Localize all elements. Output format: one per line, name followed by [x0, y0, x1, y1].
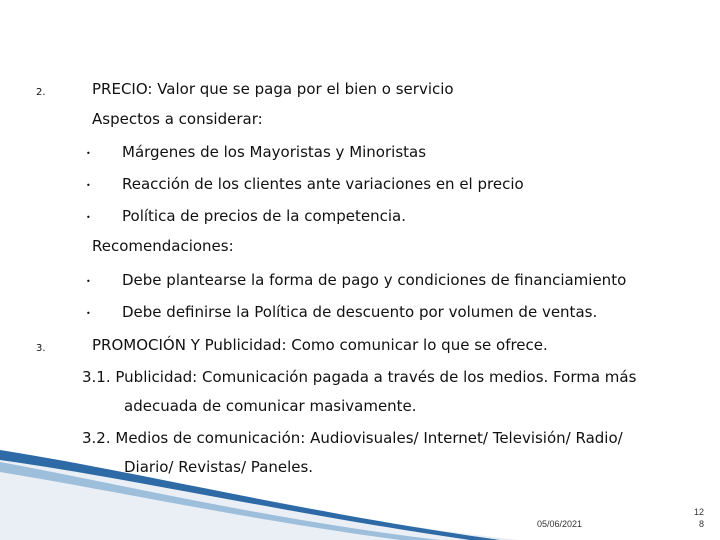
recommendation-bullet-1: • [86, 277, 91, 286]
footer-page-number [680, 506, 704, 530]
footer-date: 05/06/2021 [537, 519, 583, 529]
recommendation-bullet-2: • [86, 309, 91, 318]
page-number-bottom: 8 [698, 519, 704, 529]
aspect-bullet-1: • [86, 149, 91, 158]
subsection-3-2-line-2: Diario/ Revistas/ Paneles. [124, 458, 314, 476]
decorative-swoosh [0, 450, 720, 540]
recommendation-item-1: Debe plantearse la forma de pago y condiciones de financiamiento [122, 271, 627, 289]
aspect-bullet-2: • [86, 181, 91, 190]
aspect-item-3: Política de precios de la competencia. [122, 207, 406, 225]
aspect-item-2: Reacción de los clientes ante variaciones en el precio [122, 175, 524, 193]
aspect-item-1: Márgenes de los Mayoristas y Minoristas [122, 143, 427, 161]
aspects-heading: Aspectos a considerar: [92, 110, 263, 128]
section-3-number: 3. [36, 343, 46, 354]
recommendations-heading: Recomendaciones: [92, 237, 234, 255]
recommendation-item-2: Debe definirse la Política de descuento por volumen de ventas. [122, 303, 598, 321]
subsection-3-1-line-1: 3.1. Publicidad: Comunicación pagada a través de los medios. Forma más [82, 368, 637, 386]
subsection-3-1-line-2: adecuada de comunicar masivamente. [124, 397, 417, 415]
section-3-title: PROMOCIÓN Y Publicidad: Como comunicar lo que se ofrece. [92, 336, 548, 354]
aspect-bullet-3: • [86, 213, 91, 222]
section-2-title: PRECIO: Valor que se paga por el bien o servicio [92, 80, 454, 98]
section-2-number: 2. [36, 87, 46, 98]
page-number-top: 12 [693, 507, 704, 517]
subsection-3-2-line-1: 3.2. Medios de comunicación: Audiovisuales/ Internet/ Televisión/ Radio/ [82, 429, 623, 447]
